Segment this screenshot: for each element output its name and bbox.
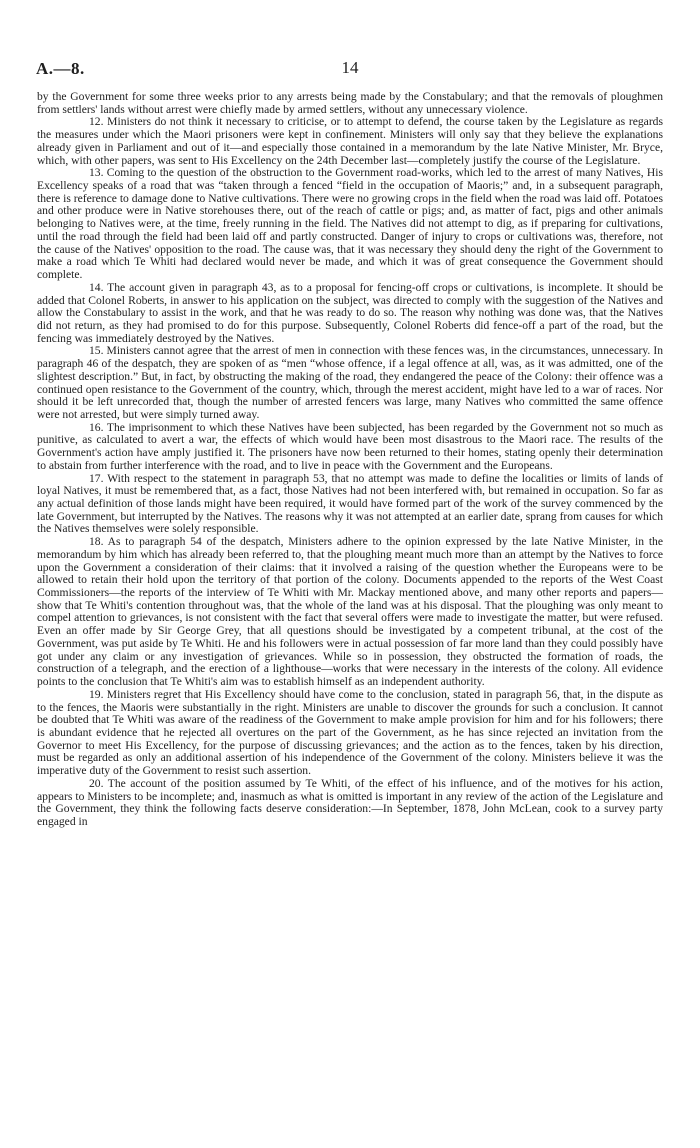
paragraph-continuation: by the Government for some three weeks prior to any arrests being made by the Constabulary; and that the removals of ploughmen from settlers' lands without arrest were chiefly made by armed settlers, without any unnecessary violence. bbox=[37, 90, 663, 116]
paragraph-19: 19. Ministers regret that His Excellency should have come to the conclusion, stated in paragraph 56, that, in the dispute as to the fences, the Maoris were substantially in the right. Ministers are unable to discover the grounds for such a conclusion. It cannot be doubted that Te Whiti was aware of the readiness of the Government to make ample provision for him and for his followers; there is abundant evidence that he rejected all overtures on the part of the Government, as he has since rejected an invitation from the Governor to meet His Excellency, for the purpose of discussing grievances; and the action as to the fences, taken by his direction, must be regarded as only an additional assertion of his independence of the Government of the colony. Ministers believe it was the imperative duty of the Government to resist such assertion. bbox=[37, 687, 663, 778]
paragraph-13: 13. Coming to the question of the obstruction to the Government road-works, which led to the arrest of many Natives, His Excellency speaks of a road that was “taken through a fenced “field in the occupation of Maoris;” and, in a subsequent paragraph, there is reference to damage done to Native cultivations. There were no growing crops in the field when the road was laid off. Potatoes and other produce were in Native storehouses there, out of the reach of cattle or pigs; and, as matter of fact, pigs and other animals belonging to Natives were, at the time, freely running in the field. The Natives did not attempt to dig, as if preparing for cultivations, until the road through the field had been laid off and partly constructed. Danger of injury to crops or cultivations was, therefore, not the cause of the Natives' opposition to the road. The cause was, that it was necessary they should deny the right of the Government to make a road which Te Whiti had declared would never be made, and which it was of great consequence the Government should complete. bbox=[37, 166, 663, 282]
paragraph-16: 16. The imprisonment to which these Natives have been subjected, has been regarded by the Government not so much as punitive, as calculated to avert a war, the effects of which would have been most disastrous to the Maori race. The results of the Government's action have amply justified it. The prisoners have now been returned to their homes, stating openly their determination to abstain from further interference with the road, and to live in peace with the Government and the Europeans. bbox=[37, 420, 663, 472]
paragraph-18: 18. As to paragraph 54 of the despatch, Ministers adhere to the opinion expressed by the late Native Minister, in the memorandum by him which has already been referred to, that the ploughing meant much more than an attempt by the Natives to force upon the Government a consideration of their claims: that it involved a raising of the question whether the Europeans were to be allowed to retain their hold upon the territory of that portion of the colony. Documents appended to the reports of the West Coast Commissioners—the reports of the interview of Te Whiti with Mr. Mackay mentioned above, and many other reports and papers—show that Te Whiti's contention throughout was, that the whole of the land was at his disposal. That the ploughing was only meant to compel attention to grievances, is not consistent with the fact that several offers were made to investigate the matter, but were refused. Even an offer made by Sir George Grey, that all questions should be investigated by a competent tribunal, at the cost of the Government, was put aside by Te Whiti. He and his followers were in actual possession of far more land than they could possibly have got under any claim or any investigation of grievances. While so in possession, they obstructed the formation of roads, the construction of a telegraph, and the erection of a lighthouse—works that were necessary in the interests of the colony. All evidence points to the conclusion that Te Whiti's aim was to establish himself as an independent authority. bbox=[37, 535, 663, 689]
document-reference: A.—8. bbox=[36, 59, 85, 78]
paragraph-14: 14. The account given in paragraph 43, as to a proposal for fencing-off crops or cultivations, is incomplete. It should be added that Colonel Roberts, in answer to his application on the subject, was directed to comply with the suggestion of the Natives and allow the Constabulary to assist in the work, and that he was ready to do so. The reason why nothing was done was, that the Natives did not return, as they had promised to do for this purpose. Subsequently, Colonel Roberts did fence-off a part of the road, but the fencing was immediately destroyed by the Natives. bbox=[37, 280, 663, 345]
page-number: 14 bbox=[341, 58, 359, 77]
paragraph-20: 20. The account of the position assumed by Te Whiti, of the effect of his influence, and of the motives for his action, appears to Ministers to be incomplete; and, inasmuch as what is omitted is important in any review of the action of the Legislature and the Government, they think the following facts deserve consideration:—In September, 1878, John McLean, cook to a survey party engaged in bbox=[37, 776, 663, 828]
paragraph-12: 12. Ministers do not think it necessary to criticise, or to attempt to defend, the course taken by the Legislature as regards the measures under which the Maori prisoners were kept in confinement. Ministers will only say that they believe the explanations already given in Parliament and out of it—and especially those contained in a memorandum by the late Native Minister, Mr. Bryce, which, with other papers, was sent to His Excellency on the 24th December last—completely justify the course of the Legislature. bbox=[37, 115, 663, 167]
body-text bbox=[37, 91, 663, 829]
page-header bbox=[0, 0, 700, 80]
paragraph-15: 15. Ministers cannot agree that the arrest of men in connection with these fences was, in the circumstances, unnecessary. In paragraph 46 of the despatch, they are spoken of as “men “whose offence, if a legal offence at all, was, as it was admitted, one of the slightest description.” But, in fact, by obstructing the making of the road, they endangered the peace of the Colony: their offence was a continued open resistance to the Government of the country, which, through the merest accident, might have led to a war of races. Nor should it be left unrecorded that, though the number of arrested fencers was large, many Natives who committed the same offence were not arrested, but were simply turned away. bbox=[37, 344, 663, 421]
paragraph-17: 17. With respect to the statement in paragraph 53, that no attempt was made to define the localities or limits of lands of loyal Natives, it must be remembered that, as a fact, those Natives had not been interfered with, but remained in occupation. So far as any actual definition of those lands might have been required, it would have formed part of the work of the survey commenced by the late Government, but interrupted by the Natives. The reasons why it was not attempted at an earlier date, sprang from causes for which the Natives themselves were solely responsible. bbox=[37, 471, 663, 536]
